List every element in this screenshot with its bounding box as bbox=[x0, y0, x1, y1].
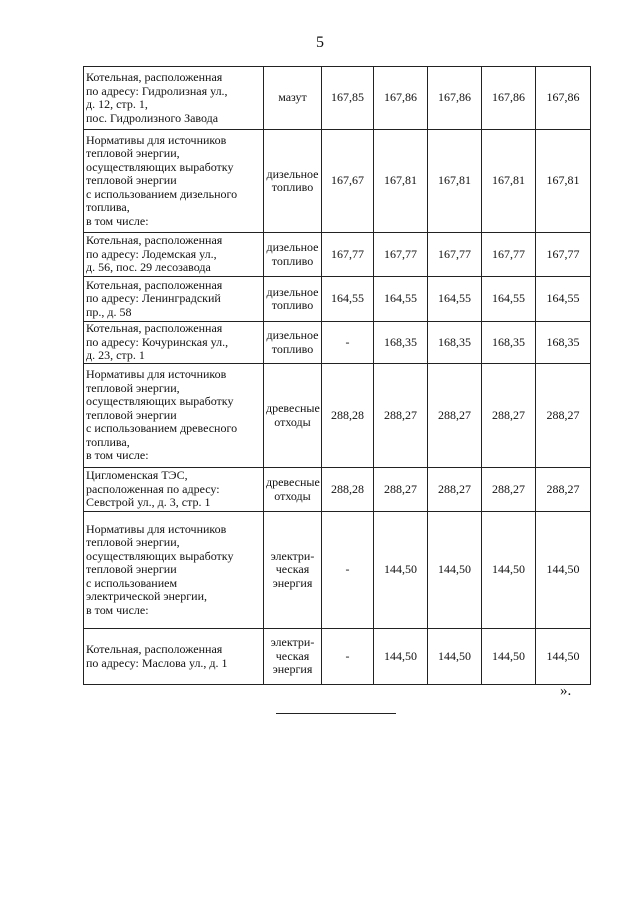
table-row bbox=[84, 322, 591, 364]
norm-value-cell: 288,27 bbox=[536, 468, 591, 512]
norm-value-cell: 144,50 bbox=[374, 629, 428, 685]
norm-value-cell: 167,77 bbox=[374, 233, 428, 277]
closing-quote: ». bbox=[560, 683, 572, 699]
norm-value-cell: 168,35 bbox=[428, 322, 482, 364]
norm-value-cell: - bbox=[322, 629, 374, 685]
norm-value-cell: 167,86 bbox=[428, 67, 482, 130]
norm-value-cell: 288,27 bbox=[536, 364, 591, 468]
source-name-cell: Нормативы для источников тепловой энергии, осуществляющих выработку тепловой энергии с использованием древесного топлива, в том числе: bbox=[84, 364, 264, 468]
norm-value-cell: 167,81 bbox=[428, 130, 482, 233]
source-name-cell: Нормативы для источников тепловой энергии, осуществляющих выработку тепловой энергии с использованием электрической энергии, в том числе: bbox=[84, 512, 264, 629]
norm-value-cell: 168,35 bbox=[536, 322, 591, 364]
norm-value-cell: 168,35 bbox=[482, 322, 536, 364]
fuel-type-cell: мазут bbox=[264, 67, 322, 130]
norm-value-cell: 167,67 bbox=[322, 130, 374, 233]
norm-value-cell: 144,50 bbox=[536, 629, 591, 685]
source-name-cell: Нормативы для источников тепловой энергии, осуществляющих выработку тепловой энергии с использованием дизельного топлива, в том числе: bbox=[84, 130, 264, 233]
norm-value-cell: 144,50 bbox=[536, 512, 591, 629]
fuel-type-cell: дизельное топливо bbox=[264, 322, 322, 364]
source-name-cell: Котельная, расположенная по адресу: Гидролизная ул., д. 12, стр. 1, пос. Гидролизного Завода bbox=[84, 67, 264, 130]
source-name-cell: Котельная, расположенная по адресу: Ленинградский пр., д. 58 bbox=[84, 277, 264, 322]
norm-value-cell: 288,28 bbox=[322, 364, 374, 468]
source-name-cell: Котельная, расположенная по адресу: Кочуринская ул., д. 23, стр. 1 bbox=[84, 322, 264, 364]
norm-value-cell: 288,27 bbox=[374, 364, 428, 468]
norm-value-cell: 288,28 bbox=[322, 468, 374, 512]
page-number: 5 bbox=[316, 34, 324, 51]
table-row bbox=[84, 468, 591, 512]
norm-value-cell: 167,81 bbox=[374, 130, 428, 233]
table-row bbox=[84, 130, 591, 233]
fuel-type-cell: дизельное топливо bbox=[264, 277, 322, 322]
fuel-type-cell: электри- ческая энергия bbox=[264, 629, 322, 685]
norm-value-cell: 168,35 bbox=[374, 322, 428, 364]
norm-value-cell: 167,86 bbox=[374, 67, 428, 130]
norm-value-cell: 144,50 bbox=[482, 512, 536, 629]
fuel-type-cell: древесные отходы bbox=[264, 364, 322, 468]
norm-value-cell: 144,50 bbox=[482, 629, 536, 685]
norm-value-cell: 144,50 bbox=[428, 512, 482, 629]
norm-value-cell: 167,81 bbox=[482, 130, 536, 233]
norm-value-cell: 164,55 bbox=[482, 277, 536, 322]
table-row bbox=[84, 629, 591, 685]
end-rule bbox=[276, 713, 396, 714]
norm-value-cell: 144,50 bbox=[374, 512, 428, 629]
norm-value-cell: 164,55 bbox=[374, 277, 428, 322]
norms-table bbox=[83, 66, 591, 685]
norm-value-cell: - bbox=[322, 512, 374, 629]
table-row bbox=[84, 364, 591, 468]
norm-value-cell: 167,86 bbox=[536, 67, 591, 130]
norm-value-cell: 164,55 bbox=[536, 277, 591, 322]
norm-value-cell: 288,27 bbox=[482, 468, 536, 512]
norms-table-body bbox=[84, 67, 591, 685]
norm-value-cell: 167,77 bbox=[322, 233, 374, 277]
norm-value-cell: - bbox=[322, 322, 374, 364]
fuel-type-cell: электри- ческая энергия bbox=[264, 512, 322, 629]
norm-value-cell: 167,77 bbox=[536, 233, 591, 277]
table-row bbox=[84, 512, 591, 629]
source-name-cell: Котельная, расположенная по адресу: Маслова ул., д. 1 bbox=[84, 629, 264, 685]
norm-value-cell: 288,27 bbox=[428, 364, 482, 468]
norm-value-cell: 144,50 bbox=[428, 629, 482, 685]
fuel-type-cell: древесные отходы bbox=[264, 468, 322, 512]
norm-value-cell: 164,55 bbox=[322, 277, 374, 322]
norm-value-cell: 288,27 bbox=[428, 468, 482, 512]
source-name-cell: Котельная, расположенная по адресу: Лодемская ул., д. 56, пос. 29 лесозавода bbox=[84, 233, 264, 277]
norm-value-cell: 167,81 bbox=[536, 130, 591, 233]
norm-value-cell: 167,85 bbox=[322, 67, 374, 130]
source-name-cell: Цигломенская ТЭС, расположенная по адресу: Севстрой ул., д. 3, стр. 1 bbox=[84, 468, 264, 512]
table-row bbox=[84, 67, 591, 130]
norm-value-cell: 167,77 bbox=[482, 233, 536, 277]
norm-value-cell: 164,55 bbox=[428, 277, 482, 322]
table-row bbox=[84, 277, 591, 322]
fuel-type-cell: дизельное топливо bbox=[264, 233, 322, 277]
norm-value-cell: 167,77 bbox=[428, 233, 482, 277]
norm-value-cell: 167,86 bbox=[482, 67, 536, 130]
norm-value-cell: 288,27 bbox=[482, 364, 536, 468]
table-row bbox=[84, 233, 591, 277]
fuel-type-cell: дизельное топливо bbox=[264, 130, 322, 233]
norm-value-cell: 288,27 bbox=[374, 468, 428, 512]
